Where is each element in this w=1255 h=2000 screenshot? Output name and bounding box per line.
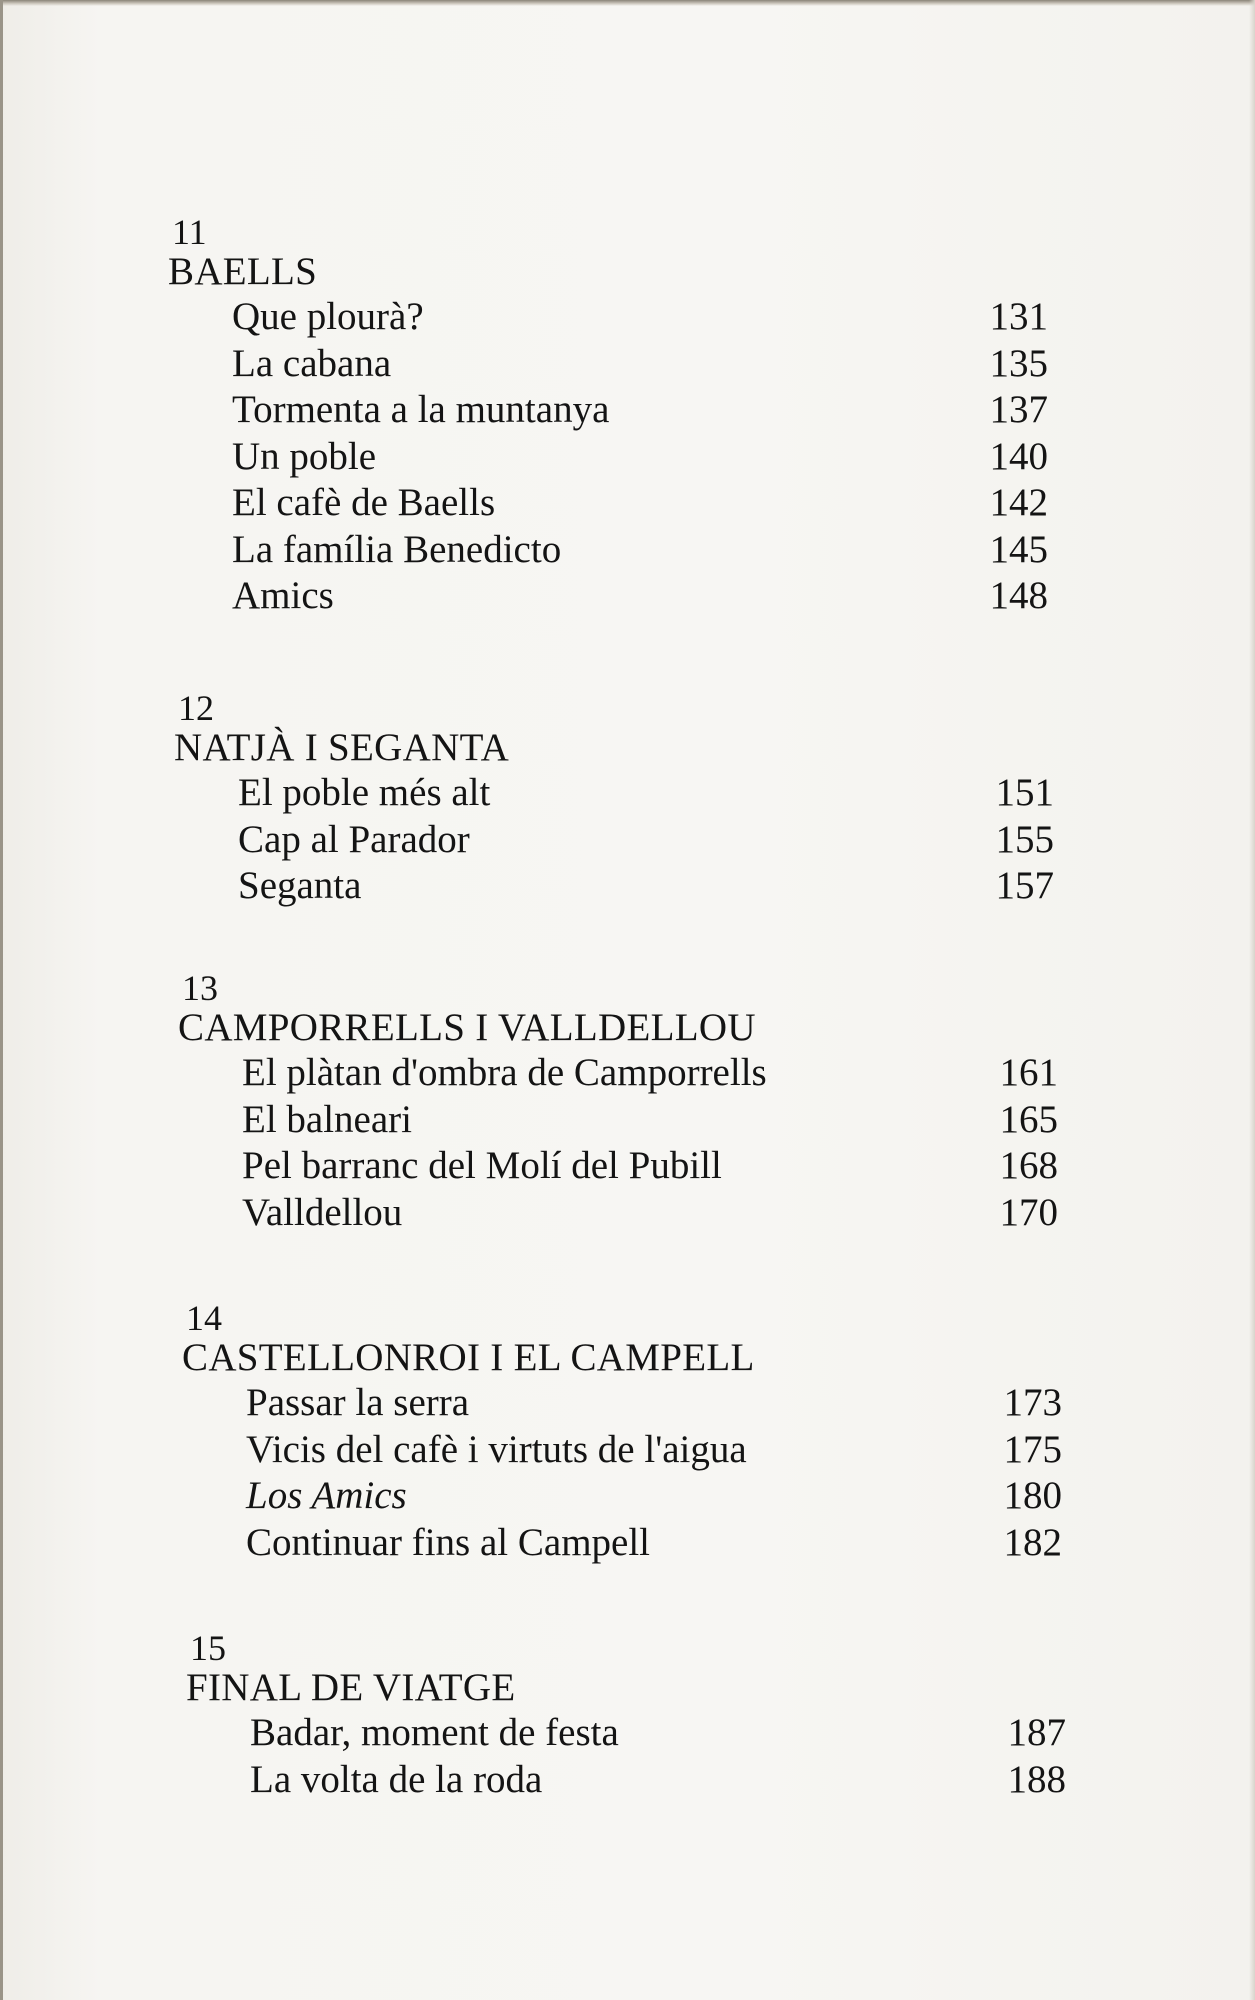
entry-page-number: 187 xyxy=(1007,1711,1066,1754)
entry-title: Continuar fins al Campell xyxy=(246,1520,651,1564)
entry-title: Pel barranc del Molí del Pubill xyxy=(242,1144,722,1187)
toc-section-13 xyxy=(178,970,1058,1236)
entry-title: El balneari xyxy=(242,1097,412,1141)
entry-page-number: 151 xyxy=(995,771,1054,814)
entry-title: Amics xyxy=(232,574,334,617)
toc-entry xyxy=(186,1757,1066,1804)
entry-title: Los Amics xyxy=(246,1474,407,1517)
entry-title: La cabana xyxy=(232,341,392,385)
toc-entry xyxy=(178,1097,1058,1144)
entry-title: Vicis del cafè i virtuts de l'aigua xyxy=(246,1427,747,1471)
toc-entry xyxy=(182,1473,1062,1520)
toc-entry xyxy=(178,1050,1058,1097)
toc-entry xyxy=(174,817,1054,864)
toc-section-12 xyxy=(174,690,1054,910)
toc-section-15 xyxy=(186,1630,1066,1803)
section-title: BAELLS xyxy=(168,250,318,293)
entry-page-number: 165 xyxy=(999,1097,1058,1141)
toc-entry xyxy=(168,527,1048,574)
entry-page-number: 182 xyxy=(1003,1520,1062,1564)
entry-page-number: 142 xyxy=(989,481,1048,524)
entry-page-number: 135 xyxy=(989,341,1048,385)
entry-title: Cap al Parador xyxy=(238,817,470,861)
entry-page-number: 145 xyxy=(989,527,1048,571)
section-number: 14 xyxy=(186,1298,222,1338)
toc-entry xyxy=(168,480,1048,527)
entry-title: El cafè de Baells xyxy=(232,481,496,524)
entry-page-number: 161 xyxy=(999,1051,1058,1094)
entry-page-number: 148 xyxy=(989,574,1048,617)
toc-entry xyxy=(168,434,1048,481)
entry-title: La volta de la roda xyxy=(250,1757,543,1801)
toc-entry xyxy=(186,1710,1066,1757)
entry-page-number: 180 xyxy=(1003,1474,1062,1517)
toc-entry xyxy=(182,1427,1062,1474)
toc-entry xyxy=(168,341,1048,388)
entry-title: Seganta xyxy=(238,864,362,907)
section-title: FINAL DE VIATGE xyxy=(186,1666,516,1709)
entry-page-number: 131 xyxy=(989,295,1048,338)
section-title: NATJÀ I SEGANTA xyxy=(174,726,510,769)
toc-entry xyxy=(182,1380,1062,1427)
entry-page-number: 168 xyxy=(999,1144,1058,1187)
toc-section-14 xyxy=(182,1300,1062,1566)
entry-title: Tormenta a la muntanya xyxy=(232,388,610,431)
toc-entry xyxy=(178,1143,1058,1190)
toc-entry xyxy=(174,770,1054,817)
entry-title: El poble més alt xyxy=(238,771,491,814)
entry-page-number: 188 xyxy=(1007,1757,1066,1801)
entry-title: Que plourà? xyxy=(232,295,424,338)
toc-entry xyxy=(168,294,1048,341)
toc-entry xyxy=(168,387,1048,434)
section-number: 15 xyxy=(190,1628,226,1668)
section-number: 11 xyxy=(172,212,207,252)
entry-page-number: 157 xyxy=(995,864,1054,907)
entry-page-number: 170 xyxy=(999,1190,1058,1234)
toc-entry xyxy=(178,1190,1058,1237)
entry-page-number: 175 xyxy=(1003,1427,1062,1471)
section-title: CAMPORRELLS I VALLDELLOU xyxy=(178,1006,756,1049)
entry-title: Un poble xyxy=(232,434,377,478)
entry-title: Passar la serra xyxy=(246,1381,470,1424)
entry-page-number: 137 xyxy=(989,388,1048,431)
section-title: CASTELLONROI I EL CAMPELL xyxy=(182,1336,755,1379)
entry-page-number: 140 xyxy=(989,434,1048,478)
toc-entry xyxy=(174,863,1054,910)
entry-title: Badar, moment de festa xyxy=(250,1711,619,1754)
section-number: 13 xyxy=(182,968,218,1008)
toc-section-11 xyxy=(168,214,1048,620)
section-number: 12 xyxy=(178,688,214,728)
entry-title: El plàtan d'ombra de Camporrells xyxy=(242,1051,767,1094)
entry-page-number: 155 xyxy=(995,817,1054,861)
toc-entry xyxy=(168,573,1048,620)
entry-page-number: 173 xyxy=(1003,1381,1062,1424)
entry-title: La família Benedicto xyxy=(232,527,562,571)
entry-title: Valldellou xyxy=(242,1190,403,1234)
toc-entry xyxy=(182,1520,1062,1567)
